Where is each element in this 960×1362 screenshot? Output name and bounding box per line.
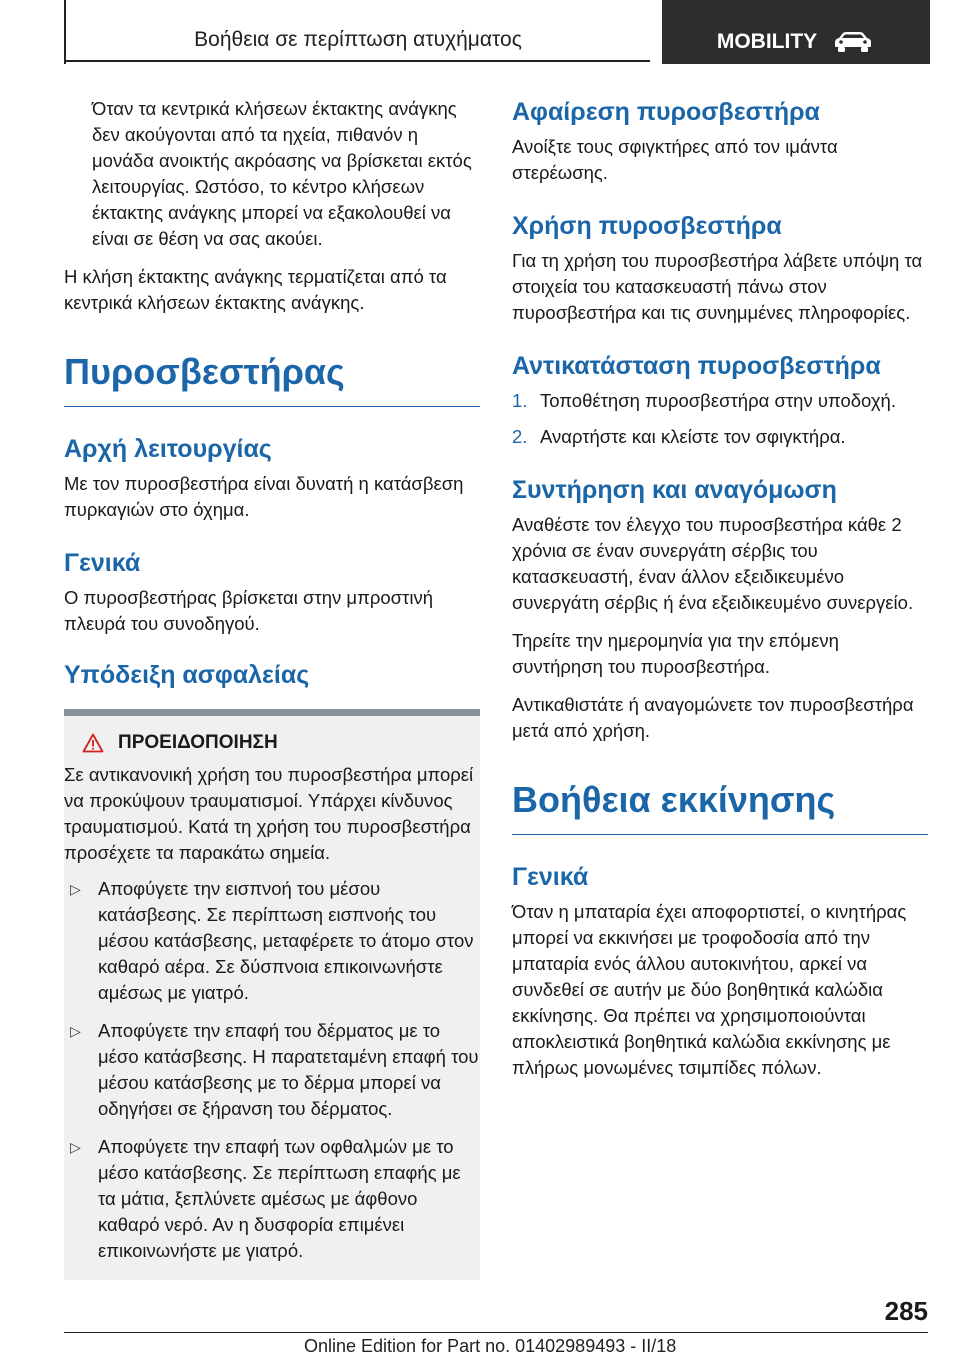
warning-bullet bbox=[64, 1134, 480, 1264]
subheading-maintenance: Συντήρηση και αναγόμωση bbox=[512, 476, 837, 504]
right-column bbox=[512, 96, 928, 1093]
step-text: Τοποθέτηση πυροσβεστήρα στην υποδοχή. bbox=[540, 390, 896, 411]
triangle-bullet-icon: ▷ bbox=[70, 1139, 81, 1155]
section-tab-label: MOBILITY bbox=[716, 30, 818, 53]
maintenance-paragraph: Αντικαθιστάτε ή αναγομώνετε τον πυροσβεστήρα μετά από χρήση. bbox=[512, 694, 914, 741]
step-item bbox=[512, 388, 928, 414]
edition-note: Online Edition for Part no. 01402989493 - II/18 bbox=[304, 1336, 677, 1356]
intro-indented-paragraph: Όταν τα κεντρικά κλήσεων έκτακτης ανάγκης δεν ακούγονται από τα ηχεία, πιθανόν η μονάδα ανοικτής ακρόασης να βρίσκεται εκτός λειτουργίας. Ωστόσο, το κέντρο κλήσεων έκτακτης ανάγκης μπορεί να εξακολουθεί να είναι σε θέση να σας ακούει. bbox=[92, 98, 472, 249]
jump-general-paragraph: Όταν η μπαταρία έχει αποφορτιστεί, ο κινητήρας μπορεί να εκκινήσει με τροφοδοσία από την μπαταρία ενός άλλου αυτοκινήτου, αρκεί να συνδεθεί σε αυτήν με δύο βοηθητικά καλώδια εκκίνησης. Θα πρέπει να χρησιμοποιούνται αποκλειστικά βοηθητικά καλώδια εκκίνησης με πλήρως μονωμένες τσιμπίδες πόλων. bbox=[512, 901, 907, 1078]
car-icon bbox=[831, 30, 875, 54]
step-item bbox=[512, 424, 928, 450]
footer-divider bbox=[64, 1332, 928, 1333]
subheading-remove: Αφαίρεση πυροσβεστήρα bbox=[512, 98, 820, 126]
section-heading-fire-extinguisher: Πυροσβεστήρας bbox=[64, 350, 480, 407]
warning-text: Σε αντικανονική χρήση του πυροσβεστήρα μπορεί να προκύψουν τραυματισμοί. Υπάρχει κίνδυνος τραυματισμού. Κατά τη χρήση του πυροσβεστήρα προσέχετε τα παρακάτω σημεία. bbox=[64, 764, 474, 863]
warning-header bbox=[64, 732, 480, 754]
triangle-bullet-icon: ▷ bbox=[70, 881, 81, 897]
warning-bullet-text: Αποφύγετε την επαφή των οφθαλμών με το μέσο κατάσβεσης. Σε περίπτωση επαφής με τα μάτια, ξεπλύνετε αμέσως με άφθονο καθαρό νερό. Αν η δυσφορία επιμένει επικοινωνήστε με γιατρό. bbox=[98, 1136, 461, 1261]
triangle-bullet-icon: ▷ bbox=[70, 1023, 81, 1039]
chapter-title: Βοήθεια σε περίπτωση ατυχήματος bbox=[66, 0, 650, 62]
remove-paragraph: Ανοίξτε τους σφιγκτήρες από τον ιμάντα στερέωσης. bbox=[512, 136, 838, 183]
left-column bbox=[64, 96, 480, 1280]
warning-triangle-icon bbox=[82, 733, 104, 753]
section-tab-mobility[interactable] bbox=[662, 0, 930, 64]
warning-bullet bbox=[64, 1018, 480, 1122]
warning-bullet-text: Αποφύγετε την επαφή του δέρματος με το μέσο κατάσβεσης. Η παρατεταμένη επαφή του μέσου κατάσβεσης με το δέρμα μπορεί να οδηγήσει σε ξήρανση του δέρματος. bbox=[98, 1020, 479, 1119]
warning-bullet bbox=[64, 876, 480, 1006]
general-paragraph: Ο πυροσβεστήρας βρίσκεται στην μπροστινή πλευρά του συνοδηγού. bbox=[64, 587, 434, 634]
section-heading-jump-start: Βοήθεια εκκίνησης bbox=[512, 778, 928, 835]
subheading-principle: Αρχή λειτουργίας bbox=[64, 435, 272, 463]
principle-paragraph: Με τον πυροσβεστήρα είναι δυνατή η κατάσβεση πυρκαγιών στο όχημα. bbox=[64, 473, 464, 520]
warning-label: ΠΡΟΕΙΔΟΠΟΙΗΣΗ bbox=[118, 732, 278, 753]
warning-bullet-text: Αποφύγετε την εισπνοή του μέσου κατάσβεσης. Σε περίπτωση εισπνοής του μέσου κατάσβεσης, μεταφέρετε το άτομο στον καθαρό αέρα. Σε δύσπνοια επικοινωνήστε αμέσως με γιατρό. bbox=[98, 878, 474, 1003]
warning-box bbox=[64, 709, 480, 1280]
subheading-replace: Αντικατάσταση πυροσβεστήρα bbox=[512, 352, 881, 380]
step-number: 1. bbox=[512, 390, 528, 411]
step-text: Αναρτήστε και κλείστε τον σφιγκτήρα. bbox=[540, 426, 846, 447]
maintenance-paragraph: Τηρείτε την ημερομηνία για την επόμενη συντήρηση του πυροσβεστήρα. bbox=[512, 630, 839, 677]
page-footer bbox=[64, 1296, 928, 1362]
subheading-general: Γενικά bbox=[64, 549, 141, 577]
page-header bbox=[64, 0, 928, 64]
subheading-jump-general: Γενικά bbox=[512, 863, 589, 891]
subheading-safety: Υπόδειξη ασφαλείας bbox=[64, 661, 310, 689]
maintenance-paragraph: Αναθέστε τον έλεγχο του πυροσβεστήρα κάθε 2 χρόνια σε έναν συνεργάτη σέρβις του κατασκευαστή, έναν άλλον εξειδικευμένο συνεργάτη σέρβις ή ένα εξειδικευμένο συνεργείο. bbox=[512, 514, 914, 613]
use-paragraph: Για τη χρήση του πυροσβεστήρα λάβετε υπόψη τα στοιχεία του κατασκευαστή πάνω στον πυροσβεστήρα και τις συνημμένες πληροφορίες. bbox=[512, 250, 923, 323]
intro-paragraph: Η κλήση έκτακτης ανάγκης τερματίζεται από τα κεντρικά κλήσεων έκτακτης ανάγκης. bbox=[64, 266, 447, 313]
subheading-use: Χρήση πυροσβεστήρα bbox=[512, 212, 782, 240]
step-number: 2. bbox=[512, 426, 528, 447]
page-number: 285 bbox=[884, 1296, 928, 1326]
